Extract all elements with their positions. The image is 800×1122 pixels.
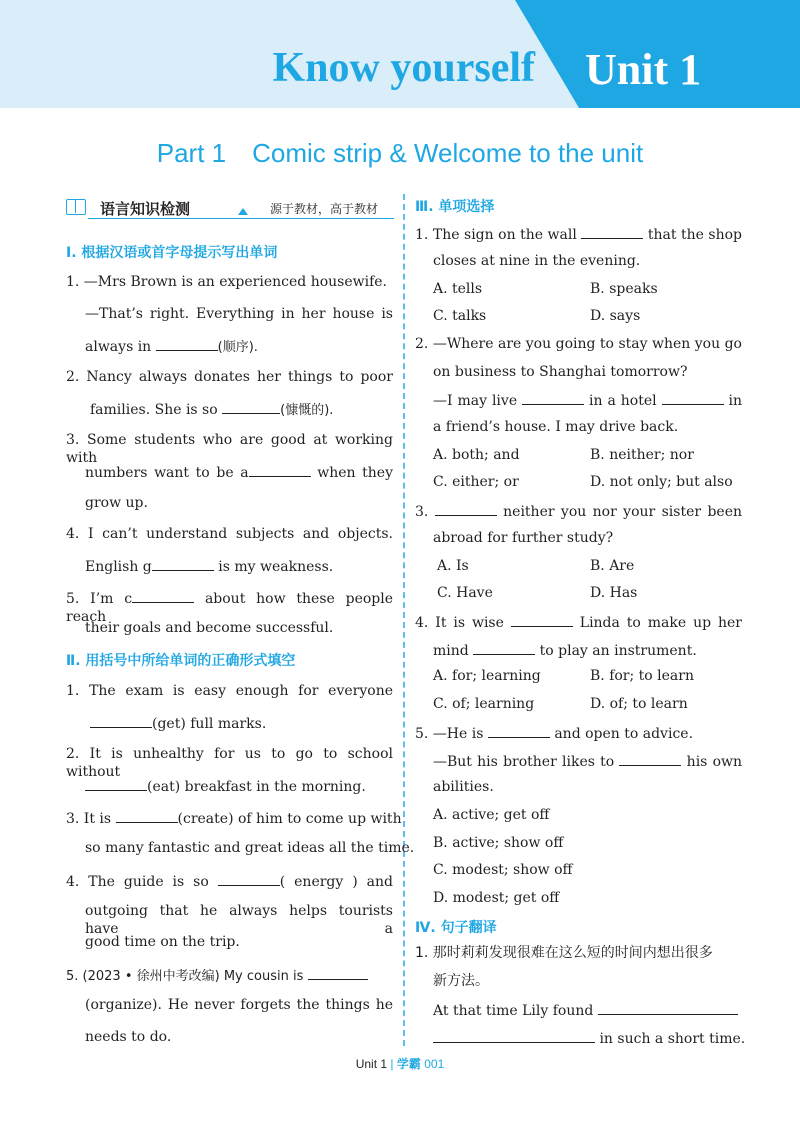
answer-blank[interactable] [488,723,550,738]
option: A. both; and [433,447,520,463]
s1-q3-line1: 3. Some students who are good at working with [66,432,393,466]
s1-q3-line2: numbers want to be a when they [85,462,393,482]
s2-q5-line1: 5. (2023 • 徐州中考改编) My cousin is [66,965,368,986]
section-3-title: Ⅲ. 单项选择 [415,199,495,215]
answer-blank[interactable] [85,776,147,791]
answer-blank[interactable] [156,336,218,351]
s3-q2-line1: 2. —Where are you going to stay when you go [415,336,742,352]
answer-blank[interactable] [90,713,152,728]
answer-blank[interactable] [152,556,214,571]
option: D. modest; get off [433,890,560,906]
s2-q1-line1: 1. The exam is easy enough for everyone [66,683,393,699]
answer-blank[interactable] [132,588,194,603]
option: A. tells [433,281,483,297]
s2-q4-line3: good time on the trip. [85,934,240,950]
s3-q2-line2: on business to Shanghai tomorrow? [433,364,688,380]
answer-blank[interactable] [473,640,535,655]
answer-blank[interactable] [249,462,311,477]
option: B. neither; nor [590,447,694,463]
s4-q1-line3: At that time Lily found [433,1000,738,1020]
option: A. active; get off [433,807,550,823]
unit-number: Unit 1 [585,45,702,94]
option: B. Are [590,558,635,574]
column-divider [403,194,405,1046]
s4-q1-line2: 新方法。 [433,973,489,989]
s1-q2-line2: families. She is so (慷慨的). [90,399,333,420]
answer-blank[interactable] [435,501,497,516]
section-1-title: Ⅰ. 根据汉语或首字母提示写出单词 [66,245,278,261]
option: C. Have [437,585,493,601]
section-2-title: Ⅱ. 用括号中所给单词的正确形式填空 [66,653,296,669]
answer-blank[interactable] [522,390,584,405]
s3-q5-line3: abilities. [433,779,494,795]
answer-blank[interactable] [598,1000,738,1015]
part-title [0,138,800,169]
s1-q5-line1: 5. I’m c about how these people reach [66,588,393,626]
option: B. active; show off [433,835,564,851]
answer-blank[interactable] [222,399,280,414]
option: D. of; to learn [590,696,688,712]
s2-q5-line2: (organize). He never forgets the things he [85,997,393,1013]
s2-q5-line3: needs to do. [85,1029,172,1045]
option: D. Has [590,585,638,601]
option: C. either; or [433,474,519,490]
s4-q1-line1: 1. 那时莉莉发现很难在这么短的时间内想出很多 [415,945,713,961]
part-number: Part 1 [156,138,227,168]
s1-q3-line3: grow up. [85,495,148,511]
s4-q1-line4: in such a short time. [433,1028,745,1048]
footer-unit: Unit 1 [355,1057,388,1071]
header-underline [88,218,394,219]
s3-q3-line2: abroad for further study? [433,530,614,546]
s3-q5-line1: 5. —He is and open to advice. [415,723,693,743]
s3-q2-line3: —I may live in a hotel in [433,390,742,410]
page-footer: Unit 1 | 学霸 001 [355,1057,445,1071]
s3-q2-line4: a friend’s house. I may drive back. [433,419,679,435]
option: B. for; to learn [590,668,694,684]
answer-blank[interactable] [511,612,573,627]
s3-q3-line1: 3. neither you nor your sister been [415,501,742,521]
option: C. of; learning [433,696,535,712]
unit-title: Know yourself [272,45,535,91]
s1-q1-line1: 1. —Mrs Brown is an experienced housewife. [66,274,388,290]
s3-q4-line1: 4. It is wise Linda to make up her [415,612,742,632]
page-number: 001 [424,1057,445,1071]
s3-q5-line2: —But his brother likes to his own [433,751,742,771]
s1-q4-line1: 4. I can’t understand subjects and objects. [66,526,393,542]
s2-q4-line1: 4. The guide is so ( energy ) and [66,871,393,891]
option: D. not only; but also [590,474,733,490]
answer-blank[interactable] [662,390,724,405]
section-header-title: 语言知识检测 [100,200,191,218]
part-name: Comic strip & Welcome to the unit [252,138,644,168]
footer-brand: 学霸 [396,1057,421,1071]
section-4-title: Ⅳ. 句子翻译 [415,920,497,936]
answer-blank[interactable] [433,1028,595,1043]
s3-q4-line2: mind to play an instrument. [433,640,697,660]
s1-q1-line3: always in (顺序). [85,336,258,357]
section-header-subtitle: 源于教材，高于教材 [270,202,379,216]
triangle-marker-icon [238,208,248,215]
option: A. Is [437,558,469,574]
book-icon [66,199,86,215]
s2-q1-line2: (get) full marks. [90,713,266,733]
answer-blank[interactable] [218,871,280,886]
option: B. speaks [590,281,658,297]
s2-q3-line1: 3. It is (create) of him to come up with [66,808,402,828]
s2-q3-line2: so many fantastic and great ideas all the time. [85,840,415,856]
s1-q1-line2: —That’s right. Everything in her house is [85,306,393,322]
s2-q4-line2: outgoing that he always helps tourists have a [85,903,393,937]
option: C. modest; show off [433,862,573,878]
s2-q2-line2: (eat) breakfast in the morning. [85,776,366,796]
section-header-box [66,196,394,222]
option: C. talks [433,308,487,324]
s3-q1-line1: 1. The sign on the wall that the shop [415,224,742,244]
answer-blank[interactable] [308,965,368,980]
s1-q2-line1: 2. Nancy always donates her things to poor [66,369,393,385]
s2-q2-line1: 2. It is unhealthy for us to go to school without [66,746,393,780]
option: D. says [590,308,641,324]
answer-blank[interactable] [581,224,643,239]
s1-q4-line2: English g is my weakness. [85,556,333,576]
option: A. for; learning [433,668,541,684]
s1-q5-line2: their goals and become successful. [85,620,334,636]
answer-blank[interactable] [116,808,178,823]
answer-blank[interactable] [619,751,681,766]
s3-q1-line2: closes at nine in the evening. [433,253,641,269]
